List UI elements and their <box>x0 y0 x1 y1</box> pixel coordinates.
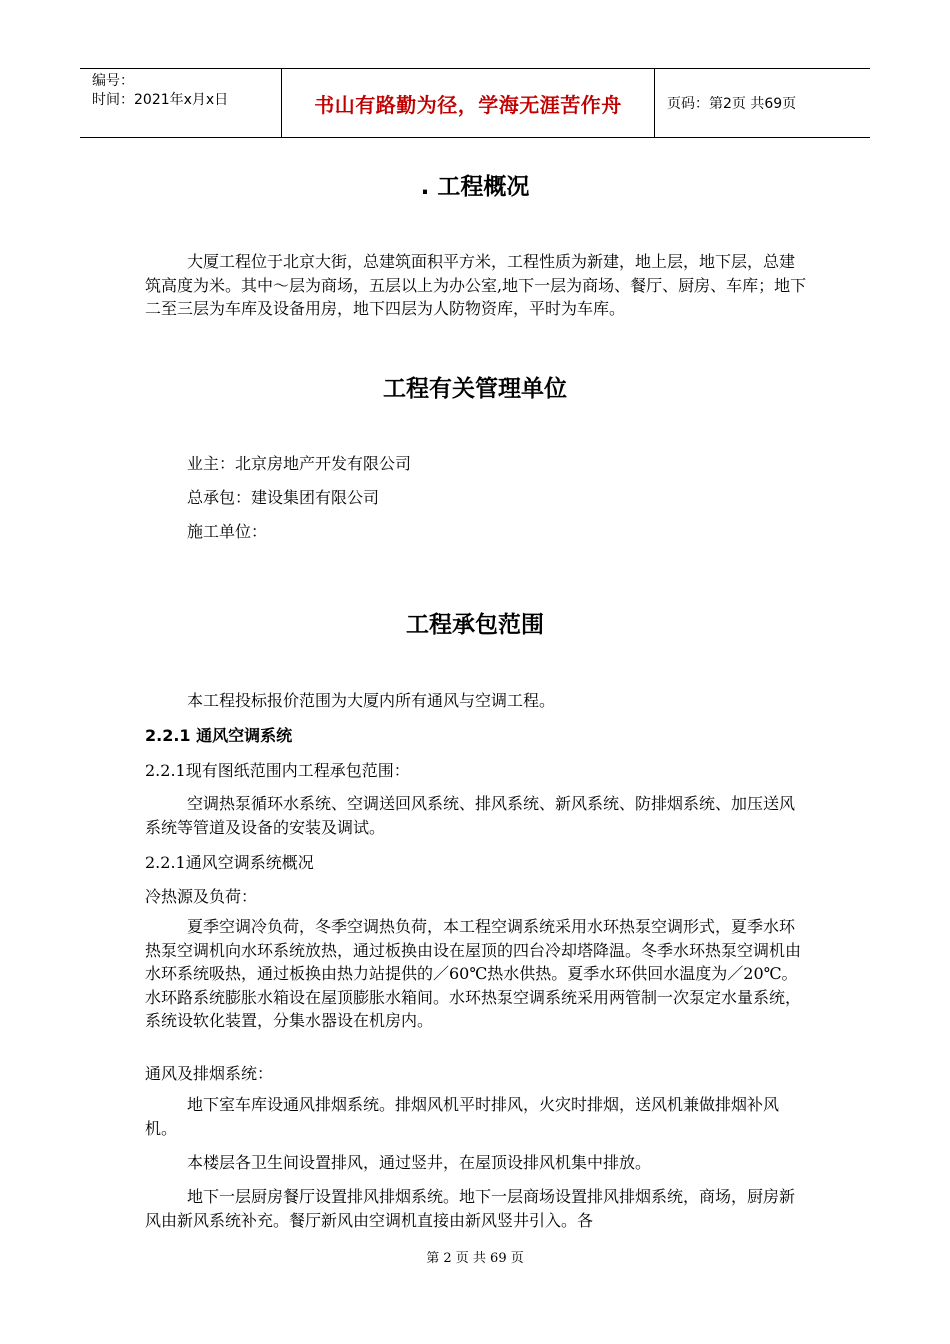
date-label: 时间：2021年x月x日 <box>92 92 229 108</box>
overview-paragraph: 大厦工程位于北京大街，总建筑面积平方米，工程性质为新建，地上层，地下层，总建筑高度为米。其中～层为商场，五层以上为办公室,地下一层为商场、餐厅、厨房、车库；地下二至三层为车库及设备用房，地下四层为人防物资库，平时为车库。 <box>145 252 807 318</box>
page-header <box>80 68 870 138</box>
number-label: 编号： <box>92 73 134 89</box>
vent-label: 通风及排烟系统： <box>145 1064 274 1083</box>
header-page-info: 页码：第2页 共69页 <box>667 96 797 112</box>
cold-heat-label: 冷热源及负荷： <box>145 887 258 906</box>
vent-paragraph-1: 地下室车库设通风排烟系统。排烟风机平时排风，火灾时排烟，送风机兼做排烟补风机。 <box>145 1095 780 1138</box>
overview-subheading: 2.2.1通风空调系统概况 <box>145 853 314 872</box>
hvac-heading: 2.2.1 通风空调系统 <box>145 726 293 745</box>
header-meta <box>80 69 282 137</box>
contractor-line: 总承包：建设集团有限公司 <box>187 488 380 507</box>
constructor-line: 施工单位： <box>187 522 268 541</box>
page-footer: 第 2 页 共 69 页 <box>426 1251 524 1266</box>
scope-list-paragraph: 空调热泵循环水系统、空调送回风系统、排风系统、新风系统、防排烟系统、加压送风系统等管道及设备的安装及调试。 <box>145 794 796 837</box>
scope-paragraph: 本工程投标报价范围为大厦内所有通风与空调工程。 <box>187 691 556 710</box>
header-motto: 书山有路勤为径，学海无涯苦作舟 <box>282 69 655 137</box>
cold-heat-paragraph: 夏季空调冷负荷，冬季空调热负荷，本工程空调系统采用水环热泵空调形式，夏季水环热泵空调机向水环系统放热，通过板换由设在屋顶的四台冷却塔降温。冬季水环热泵空调机由水环系统吸热，通过板换由热力站提供的／60℃热水供热。夏季水环供回水温度为／20℃。水环路系统膨胀水箱设在屋顶膨胀水箱间。水环热泵空调系统采用两管制一次泵定水量系统，系统设软化装置，分集水器设在机房内。 <box>145 917 802 1030</box>
vent-paragraph-2: 本楼层各卫生间设置排风，通过竖井，在屋顶设排风机集中排放。 <box>187 1153 652 1172</box>
section-title-scope: 工程承包范围 <box>406 612 544 638</box>
owner-line: 业主：北京房地产开发有限公司 <box>187 454 412 473</box>
section-title-overview: . 工程概况 <box>420 174 530 200</box>
section-title-management: 工程有关管理单位 <box>383 376 567 402</box>
vent-paragraph-3: 地下一层厨房餐厅设置排风排烟系统。地下一层商场设置排风排烟系统，商场，厨房新风由新风系统补充。餐厅新风由空调机直接由新风竖井引入。各 <box>145 1187 796 1230</box>
scope-subheading: 2.2.1现有图纸范围内工程承包范围： <box>145 761 410 780</box>
